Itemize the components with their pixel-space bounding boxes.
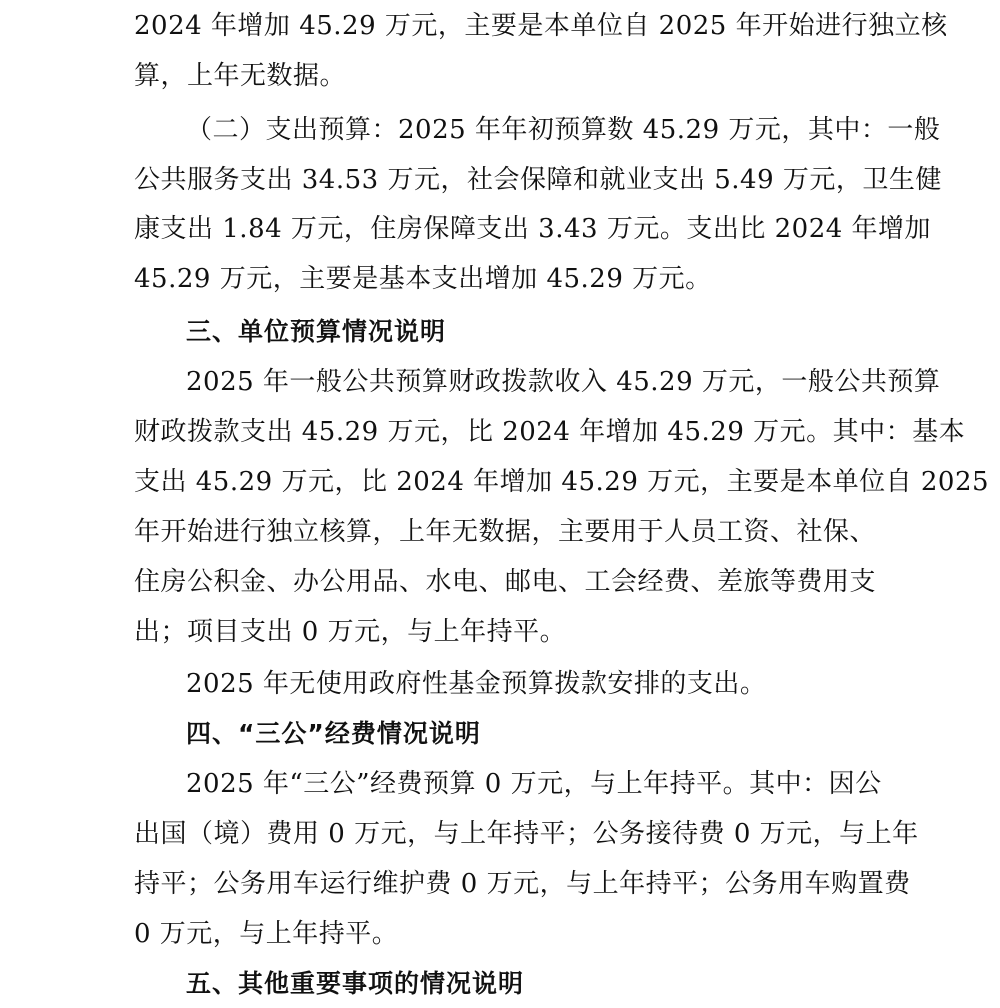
- paragraph-line: 45.29 万元，主要是基本支出增加 45.29 万元。: [134, 264, 712, 294]
- paragraph-line: 2025 年一般公共预算财政拨款收入 45.29 万元，一般公共预算: [186, 367, 941, 397]
- paragraph-line: 财政拨款支出 45.29 万元，比 2024 年增加 45.29 万元。其中：基本: [134, 417, 966, 447]
- paragraph-line: 年开始进行独立核算，上年无数据，主要用于人员工资、社保、: [134, 517, 877, 547]
- paragraph-line: （二）支出预算：2025 年年初预算数 45.29 万元，其中：一般: [186, 115, 941, 145]
- section-heading: 三、单位预算情况说明: [186, 317, 447, 346]
- section-heading: 五、其他重要事项的情况说明: [186, 969, 525, 998]
- paragraph-line: 0 万元，与上年持平。: [134, 919, 399, 949]
- paragraph-line: 出国（境）费用 0 万元，与上年持平；公务接待费 0 万元，与上年: [134, 819, 919, 849]
- paragraph-line: 2024 年增加 45.29 万元，主要是本单位自 2025 年开始进行独立核: [134, 11, 948, 41]
- paragraph-line: 2025 年无使用政府性基金预算拨款安排的支出。: [186, 669, 767, 699]
- section-heading: 四、“三公”经费情况说明: [186, 719, 481, 748]
- paragraph-line: 康支出 1.84 万元，住房保障支出 3.43 万元。支出比 2024 年增加: [134, 214, 932, 244]
- paragraph-line: 持平；公务用车运行维护费 0 万元，与上年持平；公务用车购置费: [134, 869, 911, 899]
- paragraph-line: 住房公积金、办公用品、水电、邮电、工会经费、差旅等费用支: [134, 567, 877, 597]
- paragraph-line: 2025 年“三公”经费预算 0 万元，与上年持平。其中：因公: [186, 769, 882, 799]
- paragraph-line: 公共服务支出 34.53 万元，社会保障和就业支出 5.49 万元，卫生健: [134, 165, 942, 195]
- paragraph-line: 算，上年无数据。: [134, 61, 347, 91]
- paragraph-line: 支出 45.29 万元，比 2024 年增加 45.29 万元，主要是本单位自 2025: [134, 467, 990, 497]
- paragraph-line: 出；项目支出 0 万元，与上年持平。: [134, 617, 567, 647]
